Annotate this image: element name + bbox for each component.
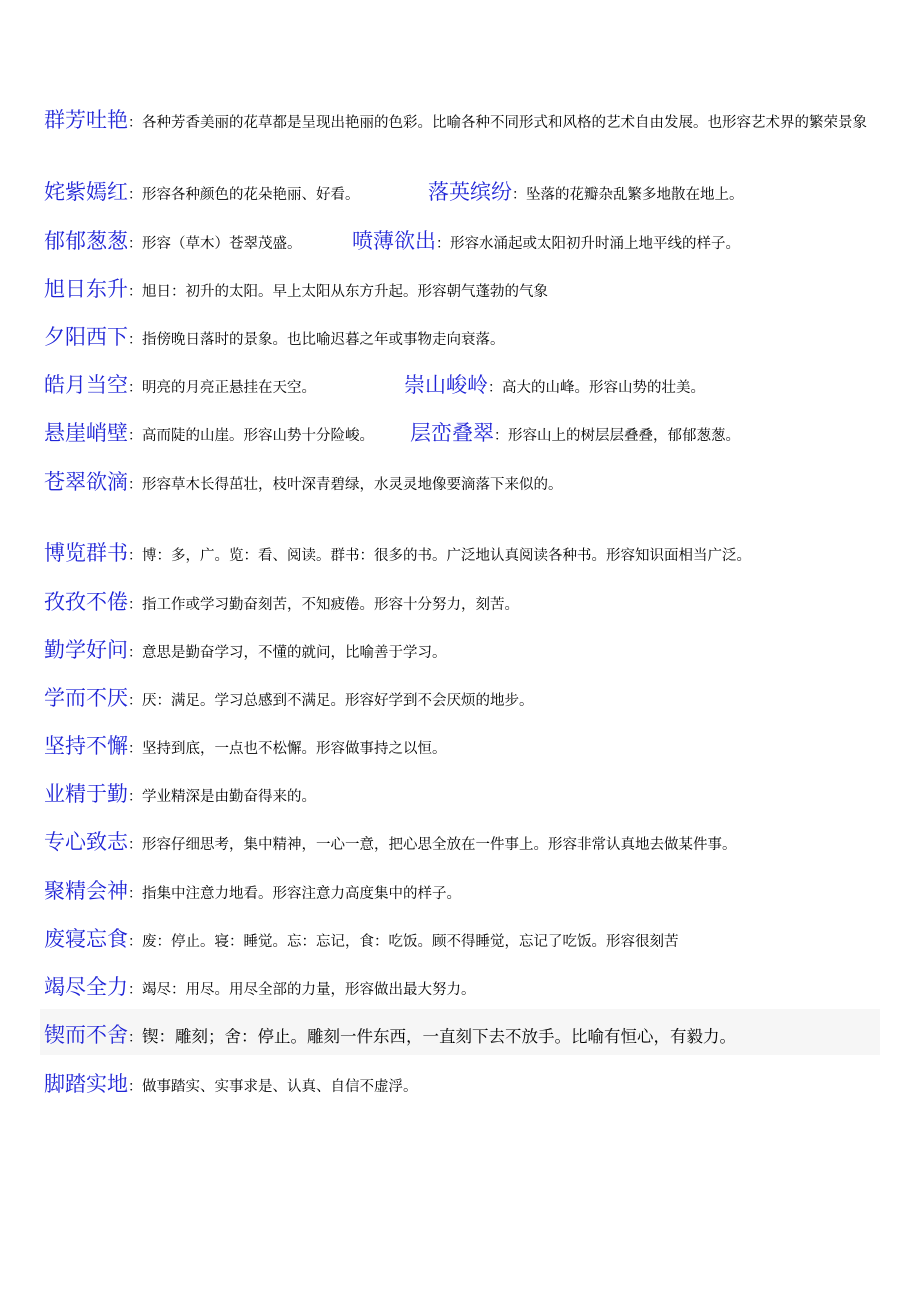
idiom-term: 喷薄欲出 (352, 229, 436, 253)
entry-row (44, 417, 374, 447)
entry-row (428, 176, 744, 206)
idiom-term: 孜孜不倦 (44, 590, 128, 614)
separator: ： (128, 597, 142, 613)
separator: ： (128, 380, 142, 396)
entry-row (44, 273, 548, 303)
entry-row (44, 321, 505, 351)
separator: ： (128, 236, 142, 252)
idiom-definition: 废：停止。寝：睡觉。忘：忘记，食：吃饭。顾不得睡觉，忘记了吃饭。形容很刻苦 (142, 934, 679, 950)
separator: ： (128, 332, 142, 348)
entry-row (44, 923, 679, 953)
separator: ： (128, 837, 142, 853)
entry-row (44, 537, 751, 567)
separator: ： (128, 645, 142, 661)
entry-row (44, 682, 534, 712)
idiom-definition: 坠落的花瓣杂乱繁多地散在地上。 (526, 187, 744, 203)
idiom-definition: 高而陡的山崖。形容山势十分险峻。 (142, 428, 374, 444)
separator: ： (128, 548, 142, 564)
idiom-term: 夕阳西下 (44, 325, 128, 349)
idiom-definition: 指集中注意力地看。形容注意力高度集中的样子。 (142, 886, 461, 902)
idiom-definition: 高大的山峰。形容山势的壮美。 (502, 380, 705, 396)
idiom-definition: 锲：雕刻；舍：停止。雕刻一件东西，一直刻下去不放手。比喻有恒心，有毅力。 (142, 1027, 736, 1046)
separator: ： (128, 741, 142, 757)
separator: ： (128, 789, 142, 805)
idiom-term: 专心致志 (44, 830, 128, 854)
idiom-term: 聚精会神 (44, 879, 128, 903)
entry-row (44, 1068, 418, 1098)
separator: ： (128, 982, 142, 998)
separator: ： (128, 1079, 142, 1095)
idiom-term: 旭日东升 (44, 277, 128, 301)
idiom-definition: 形容各种颜色的花朵艳丽、好看。 (142, 187, 360, 203)
idiom-term: 废寝忘食 (44, 927, 128, 951)
idiom-definition: 意思是勤奋学习，不懂的就问，比喻善于学习。 (142, 645, 447, 661)
idiom-term: 崇山峻岭 (404, 373, 488, 397)
entry-row (44, 826, 737, 856)
idiom-definition: 指工作或学习勤奋刻苦，不知疲倦。形容十分努力，刻苦。 (142, 597, 519, 613)
separator: ： (128, 934, 142, 950)
separator: ： (128, 1030, 142, 1046)
entry-row (410, 417, 740, 447)
idiom-definition: 学业精深是由勤奋得来的。 (142, 789, 316, 805)
idiom-definition: 形容草木长得茁壮，枝叶深青碧绿，水灵灵地像要滴落下来似的。 (142, 477, 563, 493)
idiom-definition: 博：多，广。览：看、阅读。群书：很多的书。广泛地认真阅读各种书。形容知识面相当广泛。 (142, 548, 751, 564)
entry-row (44, 778, 316, 808)
entry-row (44, 971, 476, 1001)
separator: ： (512, 187, 526, 203)
idiom-definition: 明亮的月亮正悬挂在天空。 (142, 380, 316, 396)
idiom-term: 悬崖峭壁 (44, 421, 128, 445)
idiom-definition: 旭日：初升的太阳。早上太阳从东方升起。形容朝气蓬勃的气象 (142, 284, 548, 300)
idiom-term: 业精于勤 (44, 782, 128, 806)
entry-row (404, 369, 705, 399)
idiom-term: 脚踏实地 (44, 1072, 128, 1096)
separator: ： (494, 428, 508, 444)
separator: ： (128, 477, 142, 493)
entry-row (44, 369, 316, 399)
idiom-term: 落英缤纷 (428, 180, 512, 204)
separator: ： (128, 187, 142, 203)
idiom-term: 坚持不懈 (44, 734, 128, 758)
separator: ： (436, 236, 450, 252)
entry-row (352, 225, 740, 255)
entry-row (44, 225, 302, 255)
separator: ： (128, 115, 142, 131)
idiom-term: 学而不厌 (44, 686, 128, 710)
idiom-term: 群芳吐艳 (44, 108, 128, 132)
entry-qunfang-tuyan (44, 104, 880, 137)
entry-row (44, 466, 563, 496)
idiom-term: 博览群书 (44, 541, 128, 565)
idiom-term: 姹紫嫣红 (44, 180, 128, 204)
separator: ： (128, 428, 142, 444)
idiom-definition: 坚持到底，一点也不松懈。形容做事持之以恒。 (142, 741, 447, 757)
idiom-definition: 做事踏实、实事求是、认真、自信不虚浮。 (142, 1079, 418, 1095)
entry-row (44, 176, 360, 206)
idiom-definition: 竭尽：用尽。用尽全部的力量，形容做出最大努力。 (142, 982, 476, 998)
idiom-definition: 形容水涌起或太阳初升时涌上地平线的样子。 (450, 236, 740, 252)
idiom-term: 苍翠欲滴 (44, 470, 128, 494)
idiom-term: 层峦叠翠 (410, 421, 494, 445)
idiom-definition: 形容仔细思考，集中精神，一心一意，把心思全放在一件事上。形容非常认真地去做某件事。 (142, 837, 737, 853)
idiom-term: 皓月当空 (44, 373, 128, 397)
idiom-definition: 各种芳香美丽的花草都是呈现出艳丽的色彩。比喻各种不同形式和风格的艺术自由发展。也形容艺术界的繁荣景象 (142, 115, 867, 131)
idiom-definition: 形容山上的树层层叠叠，郁郁葱葱。 (508, 428, 740, 444)
idiom-definition: 指傍晚日落时的景象。也比喻迟暮之年或事物走向衰落。 (142, 332, 505, 348)
entry-row (44, 730, 447, 760)
idiom-definition: 厌：满足。学习总感到不满足。形容好学到不会厌烦的地步。 (142, 693, 534, 709)
idiom-term: 郁郁葱葱 (44, 229, 128, 253)
entry-row (44, 1019, 736, 1049)
idiom-definition: 形容（草木）苍翠茂盛。 (142, 236, 302, 252)
idiom-term: 竭尽全力 (44, 975, 128, 999)
entry-row (44, 586, 519, 616)
entry-row (44, 875, 461, 905)
idiom-term: 锲而不舍 (44, 1023, 128, 1047)
idiom-term: 勤学好问 (44, 638, 128, 662)
entry-row (44, 634, 447, 664)
separator: ： (128, 693, 142, 709)
separator: ： (128, 886, 142, 902)
separator: ： (128, 284, 142, 300)
separator: ： (488, 380, 502, 396)
